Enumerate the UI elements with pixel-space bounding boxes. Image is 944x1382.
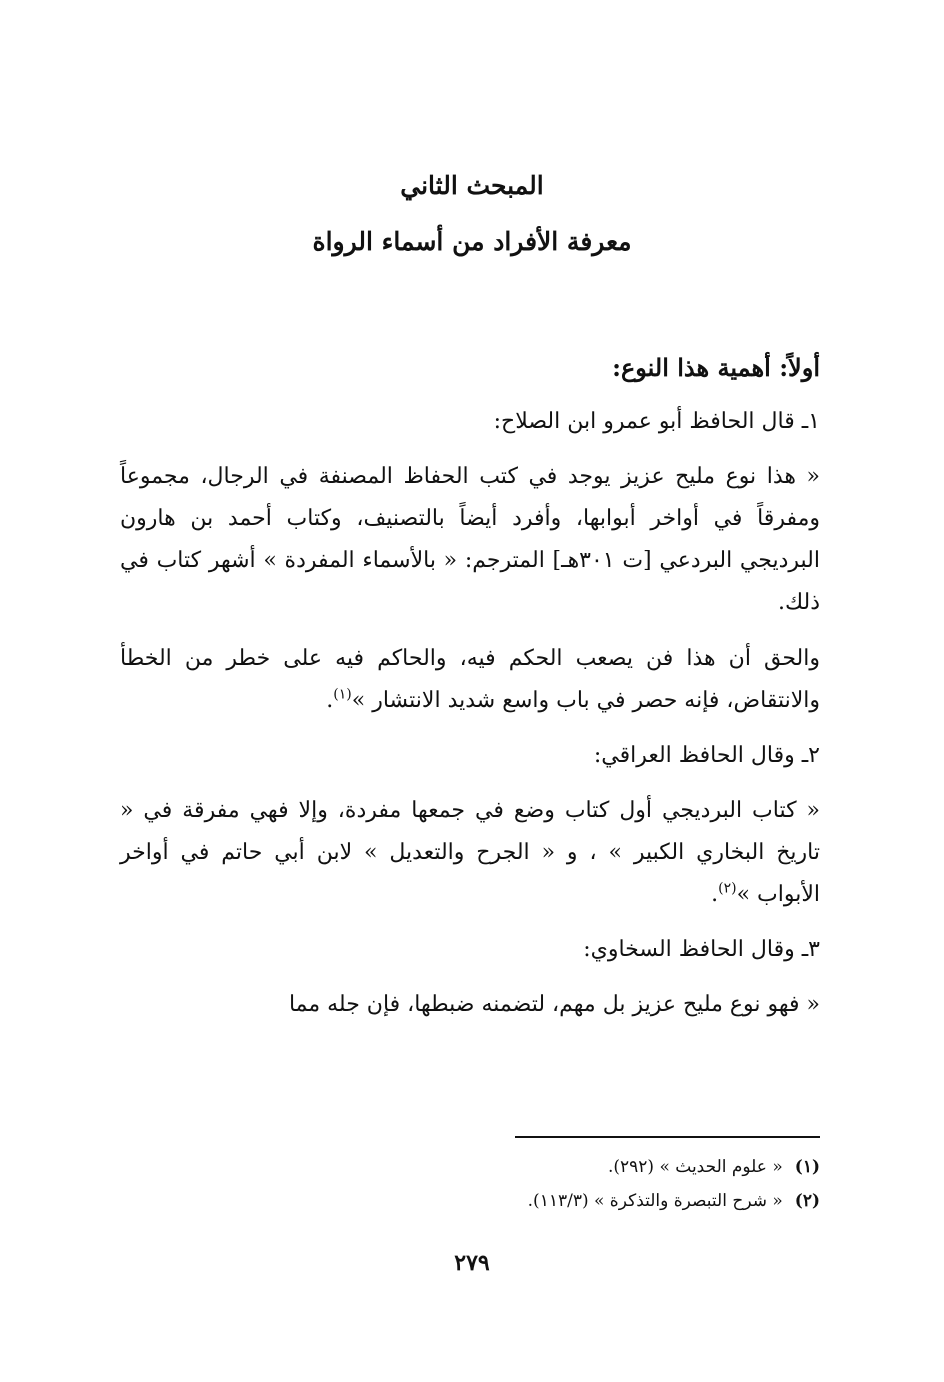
footnote-number: (٢)	[794, 1191, 820, 1211]
footnote-ref-2[interactable]: (٢)	[718, 880, 737, 897]
chapter-title: المبحث الثاني	[400, 171, 544, 200]
footnote-2	[120, 1184, 820, 1218]
item-3-intro: ٣ـ وقال الحافظ السخاوي:	[583, 937, 820, 962]
item-2-quote-text: « كتاب البرديجي أول كتاب وضع في جمعها مفردة، وإلا فهي مفرقة في « تاريخ البخاري الكبير » ، و « الجرح والتعديل » لابن أبي حاتم في أواخر الأبواب »	[120, 798, 820, 907]
footnote-text: « علوم الحديث » (٢٩٢).	[607, 1157, 783, 1177]
footnote-text: « شرح التبصرة والتذكرة » (١١٣/٣).	[527, 1191, 783, 1211]
footnote-ref-1[interactable]: (١)	[333, 686, 352, 703]
item-1-quote-paragraph-1: « هذا نوع مليح عزيز يوجد في كتب الحفاظ المصنفة في الرجال، مجموعاً ومفرقاً في أواخر أبوابها، وأفرد أيضاً بالتصنيف، وكتاب أحمد بن هارون البرديجي البردعي [ت ٣٠١هـ] المترجم: « بالأسماء المفردة » أشهر كتاب في ذلك.	[120, 464, 820, 615]
chapter-subtitle: معرفة الأفراد من أسماء الرواة	[312, 227, 632, 256]
footnote-number: (١)	[794, 1157, 820, 1177]
footnotes	[120, 1150, 820, 1218]
section-heading: أولاً: أهمية هذا النوع:	[612, 353, 820, 382]
item-1-end-mark: .	[326, 688, 334, 713]
body-text	[120, 348, 820, 1040]
page-number: ٢٧٩	[454, 1250, 490, 1276]
footnote-1	[120, 1150, 820, 1184]
item-3-quote: « فهو نوع مليح عزيز بل مهم، لتضمنه ضبطها، فإن جله مما	[288, 992, 820, 1017]
item-1-quote-paragraph-2	[120, 638, 820, 722]
item-1-quote-text: والحق أن هذا فن يصعب الحكم فيه، والحاكم فيه على خطر من الخطأ والانتقاض، فإنه حصر في باب واسع شديد الانتشار »	[120, 646, 820, 713]
item-2-intro: ٢ـ وقال الحافظ العراقي:	[593, 743, 820, 768]
footnote-divider	[515, 1136, 820, 1138]
item-2-end-mark: .	[711, 882, 719, 907]
item-1-intro: ١ـ قال الحافظ أبو عمرو ابن الصلاح:	[493, 409, 820, 434]
item-2-quote	[120, 790, 820, 916]
